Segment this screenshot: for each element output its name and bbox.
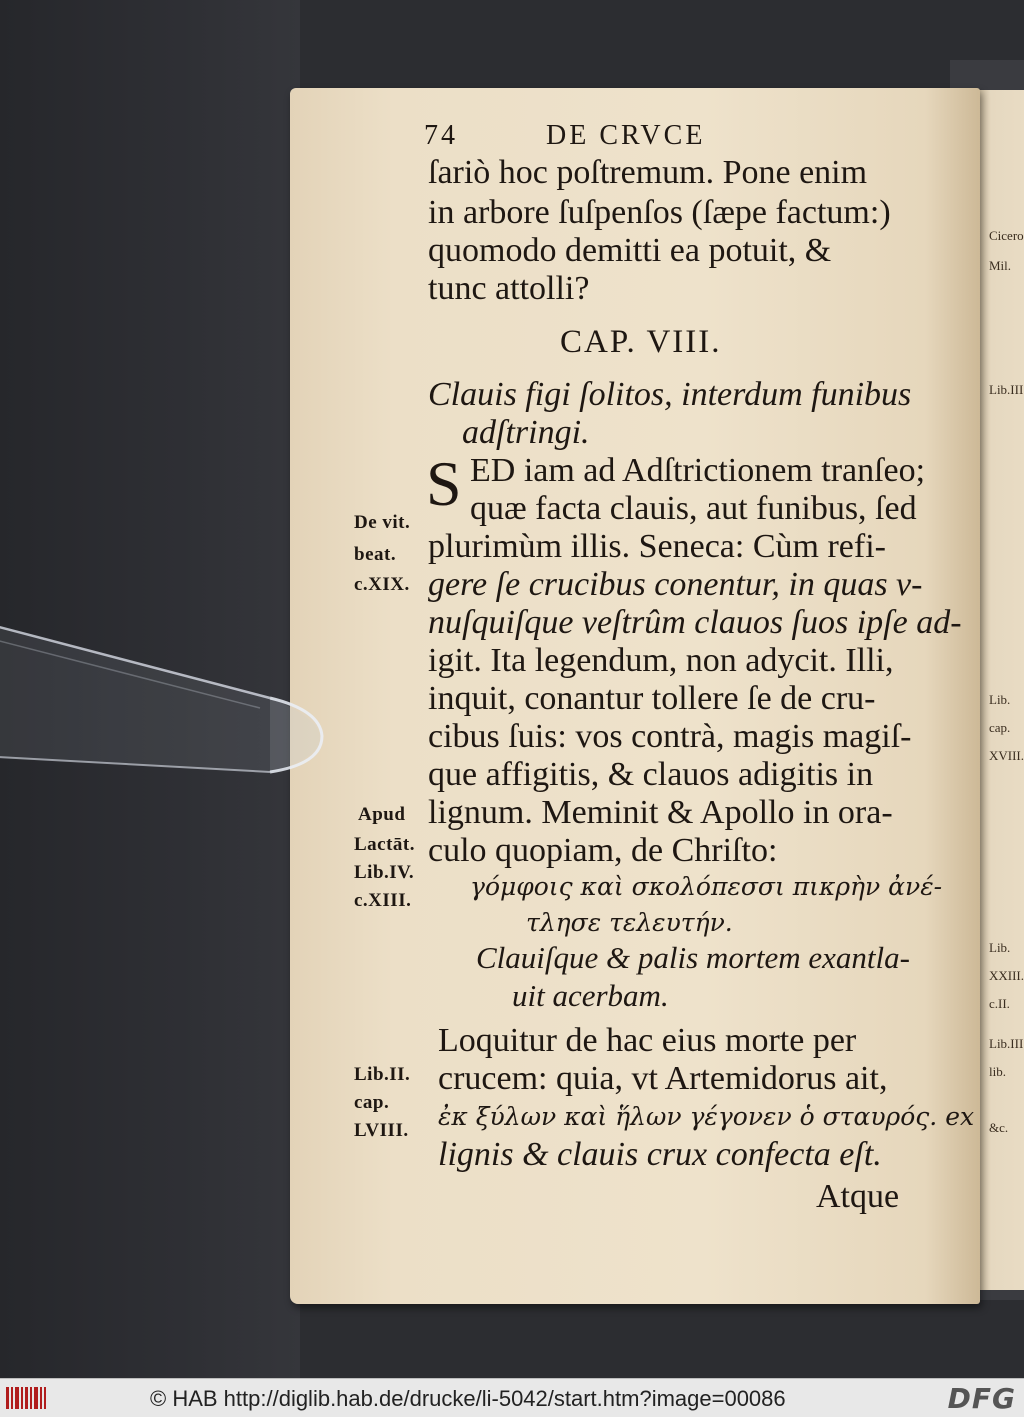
margin-note: c.XIII.	[354, 890, 412, 911]
facing-fragment: Mil.	[989, 258, 1012, 273]
text-line: crucem: quia, vt Artemidorus ait,	[438, 1060, 888, 1097]
margin-note: cap.	[354, 1092, 390, 1113]
text-line: ED iam ad Adſtrictionem tranſeo;	[470, 452, 926, 489]
footer-bar	[0, 1378, 1024, 1417]
text-line: lignum. Meminit & Apollo in ora-	[428, 794, 893, 831]
text-line: quæ facta clauis, aut funibus, ſed	[470, 490, 917, 527]
margin-note: Lactāt.	[354, 834, 416, 855]
page-holder-clip	[0, 606, 340, 782]
latin-verse-line: Clauiſque & palis mortem exantla-	[476, 940, 910, 975]
drop-cap: S	[426, 448, 462, 519]
facing-fragment: XVIII.	[989, 748, 1024, 763]
text-line: nuſquiſque veſtrûm clauos ſuos ipſe ad-	[428, 604, 962, 641]
running-title: DE CRVCE	[546, 120, 706, 151]
text-line: in arbore ſuſpenſos (ſæpe factum:)	[428, 194, 891, 231]
catchword: Atque	[816, 1178, 900, 1215]
facing-fragment: Cicero	[989, 228, 1024, 243]
margin-note: Lib.II.	[354, 1064, 411, 1085]
latin-verse-line: uit acerbam.	[512, 978, 669, 1013]
chapter-summary-line: Clauis figi ſolitos, interdum funibus	[428, 376, 912, 413]
chapter-summary-line: adſtringi.	[462, 414, 590, 451]
chapter-title: CAP. VIII.	[560, 324, 722, 360]
greek-text-line: ἐκ ξύλων καὶ ἥλων γέγονεν ὁ σταυρός. ex	[438, 1102, 975, 1131]
text-line: igit. Ita legendum, non adycit. Illi,	[428, 642, 894, 679]
text-line: lignis & clauis crux confecta eſt.	[438, 1136, 882, 1173]
text-line: ſariò hoc poſtremum. Pone enim	[428, 154, 868, 191]
facing-fragment: Lib.	[989, 940, 1011, 955]
book-page	[290, 88, 980, 1304]
margin-note: beat.	[354, 544, 397, 565]
margin-note: LVIII.	[354, 1120, 409, 1141]
facing-fragment: c.II.	[989, 996, 1010, 1011]
facing-fragment: Lib.III	[989, 1036, 1024, 1051]
footer-credit-link[interactable]: © HAB http://diglib.hab.de/drucke/li-5042/start.htm?image=00086	[150, 1386, 786, 1411]
text-line: que affigitis, & clauos adigitis in	[428, 756, 874, 793]
facing-fragment: Lib.	[989, 692, 1011, 707]
text-line: tunc attolli?	[428, 270, 590, 307]
hab-barcode-logo-icon	[4, 1383, 48, 1413]
text-line: inquit, conantur tollere ſe de cru-	[428, 680, 876, 717]
margin-note: Apud	[358, 804, 406, 825]
text-line: plurimùm illis. Seneca: Cùm refi-	[428, 528, 886, 565]
page-number: 74	[424, 120, 458, 151]
greek-verse-line: τλησε τελευτήν.	[526, 908, 733, 937]
text-line: quomodo demitti ea potuit, &	[428, 232, 832, 269]
dfg-logo: DFG	[947, 1382, 1016, 1415]
facing-fragment: cap.	[989, 720, 1011, 735]
margin-note: De vit.	[354, 512, 411, 533]
facing-page-fragments	[985, 120, 1024, 1300]
facing-fragment: XXIII.	[989, 968, 1024, 983]
facing-fragment: &c.	[989, 1120, 1009, 1135]
margin-note: c.XIX.	[354, 574, 410, 595]
facing-fragment: lib.	[989, 1064, 1006, 1079]
text-line: culo quopiam, de Chriſto:	[428, 832, 778, 869]
text-line: Loquitur de hac eius morte per	[438, 1022, 857, 1059]
text-line: gere ſe crucibus conentur, in quas v-	[428, 566, 923, 603]
facing-fragment: Lib.III	[989, 382, 1024, 397]
margin-note: Lib.IV.	[354, 862, 415, 883]
text-line: cibus ſuis: vos contrà, magis magiſ-	[428, 718, 912, 755]
greek-verse-line: γόμφοις καὶ σκολόπεσσι πικρὴν ἀνέ-	[470, 872, 943, 901]
